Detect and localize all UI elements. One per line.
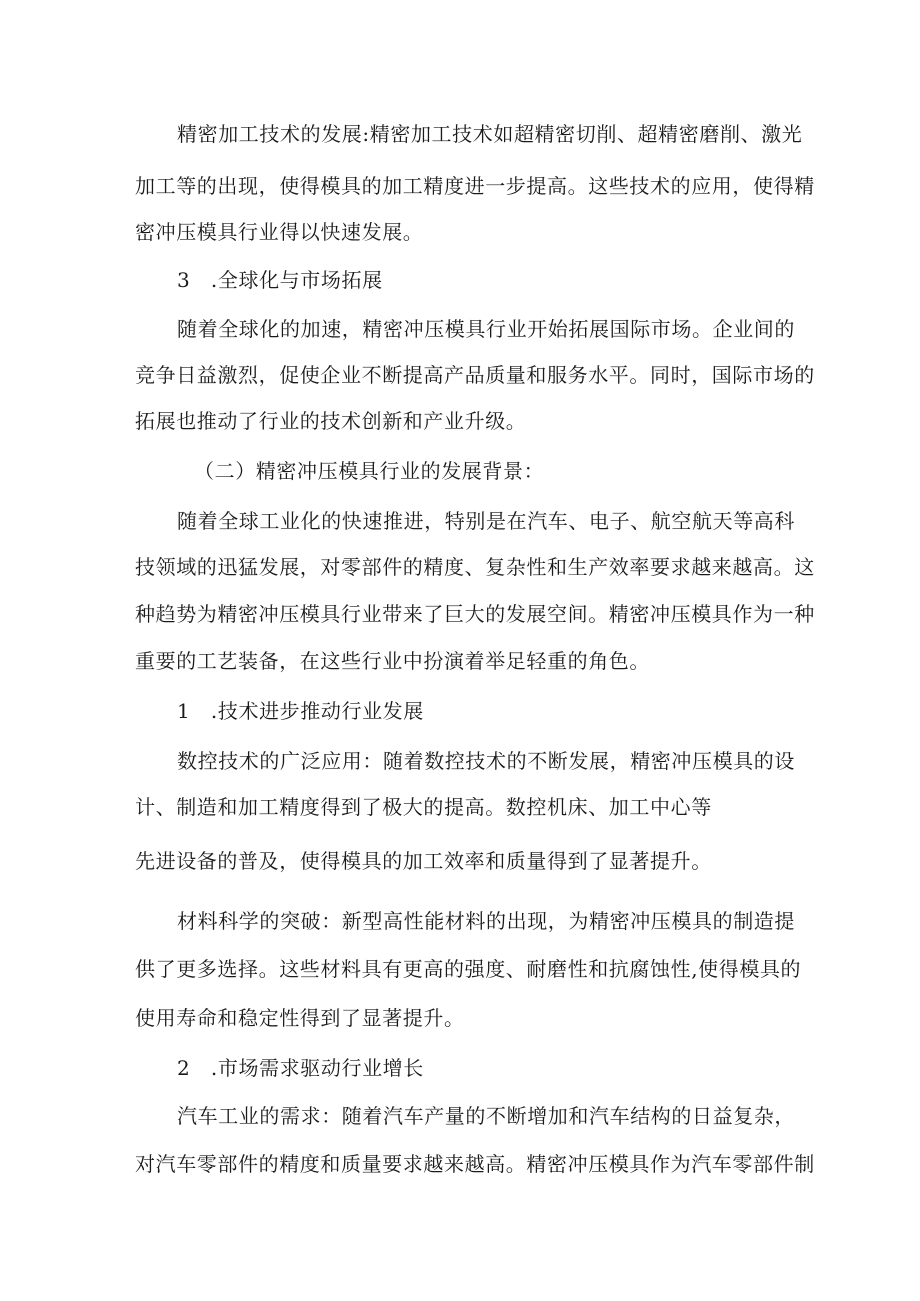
text-line: 种趋势为精密冲压模具行业带来了巨大的发展空间。精密冲压模具作为一种 (135, 602, 815, 626)
text-line: 拓展也推动了行业的技术创新和产业升级。 (135, 409, 527, 433)
text-line: 随着全球化的加速，精密冲压模具行业开始拓展国际市场。企业间的 (177, 317, 795, 341)
text-line: 随着全球工业化的快速推进，特别是在汽车、电子、航空航天等高科 (177, 509, 795, 533)
section-heading-tech: 1 .技术进步推动行业发展 (177, 699, 424, 723)
text-line: 供了更多选择。这些材料具有更高的强度、耐磨性和抗腐蚀性,使得模具的 (135, 957, 802, 981)
text-line: 使用寿命和稳定性得到了显著提升。 (135, 1006, 465, 1030)
text-line: 精密加工技术的发展:精密加工技术如超精密切削、超精密磨削、激光 (177, 122, 803, 146)
text-line: 对汽车零部件的精度和质量要求越来越高。精密冲压模具作为汽车零部件制 (135, 1152, 815, 1176)
section-heading-market: 2 .市场需求驱动行业增长 (177, 1056, 424, 1080)
text-line: 材料科学的突破：新型高性能材料的出现，为精密冲压模具的制造提 (177, 909, 795, 933)
text-line: 汽车工业的需求：随着汽车产量的不断增加和汽车结构的日益复杂， (177, 1104, 795, 1128)
text-line: 计、制造和加工精度得到了极大的提高。数控机床、加工中心等 (135, 795, 712, 819)
text-line: 数控技术的广泛应用：随着数控技术的不断发展，精密冲压模具的设 (177, 749, 795, 773)
text-line: 技领域的迅猛发展，对零部件的精度、复杂性和生产效率要求越来越高。这 (135, 555, 815, 579)
text-line: 密冲压模具行业得以快速发展。 (135, 220, 424, 244)
section-heading-globalization: 3 .全球化与市场拓展 (177, 268, 383, 292)
text-line: 加工等的出现，使得模具的加工精度进一步提高。这些技术的应用，使得精 (135, 174, 815, 198)
text-line: 先进设备的普及，使得模具的加工效率和质量得到了显著提升。 (135, 849, 712, 873)
section-heading-background: （二）精密冲压模具行业的发展背景： (194, 459, 545, 483)
text-line: 重要的工艺装备，在这些行业中扮演着举足轻重的角色。 (135, 649, 650, 673)
text-line: 竞争日益激烈，促使企业不断提高产品质量和服务水平。同时，国际市场的 (135, 363, 815, 387)
